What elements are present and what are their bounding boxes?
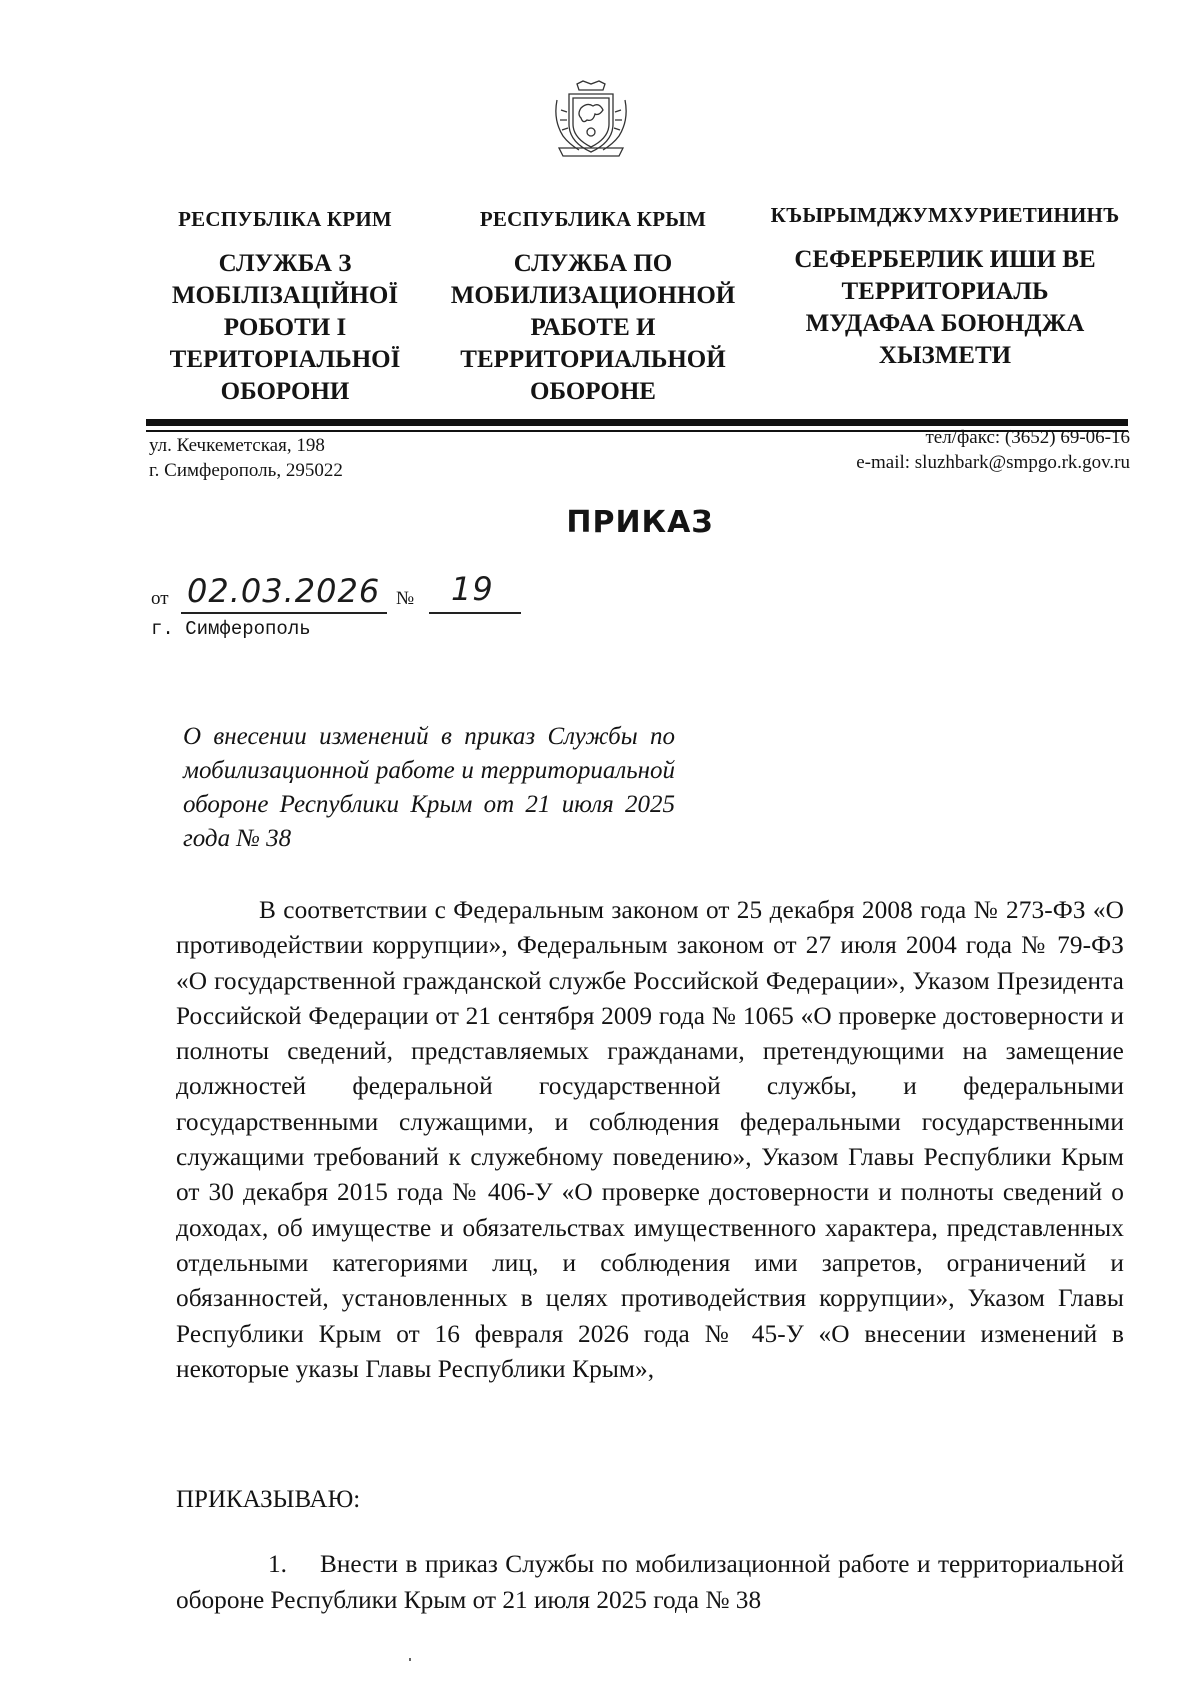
street-address: ул. Кечкеметская, 198 (149, 435, 325, 456)
header-ru (433, 207, 753, 408)
republic-name-ru: РЕСПУБЛИКА КРЫМ (479, 207, 707, 231)
agency-line: ОБОРОНИ (220, 378, 350, 405)
agency-line: ТЕРРИТОРИАЛЬ (841, 278, 1049, 305)
city-zip: г. Симферополь, 295022 (149, 460, 343, 481)
header-crh (760, 203, 1130, 372)
republic-name-crh: КЪЫРЫМДЖУМХУРИЕТИНИНЪ (770, 203, 1120, 227)
agency-line: СЕФЕРБЕРЛИК ИШИ ВЕ (794, 246, 1096, 273)
agency-line: ОБОРОНЕ (530, 378, 656, 405)
document-body (176, 893, 1124, 1387)
agency-name-ua (150, 248, 420, 408)
order-item-1 (176, 1546, 1124, 1618)
document-title: ПРИКАЗ (566, 505, 714, 540)
email-address: e-mail: sluzhbark@smpgo.rk.gov.ru (856, 452, 1130, 473)
order-word: ПРИКАЗЫВАЮ: (176, 1486, 361, 1513)
header-ua (150, 207, 420, 408)
agency-line: МУДАФАА БОЮНДЖА (805, 310, 1085, 337)
agency-line: РОБОТИ І (223, 314, 347, 341)
agency-name-ru (433, 248, 753, 408)
number-label: № (396, 588, 415, 609)
agency-line: МОБІЛІЗАЦІЙНОЇ (171, 282, 399, 309)
item-number: 1. (268, 1550, 287, 1578)
date-underline (181, 612, 387, 614)
contact-info (856, 425, 1130, 475)
agency-line: ТЕРРИТОРИАЛЬНОЙ (460, 346, 726, 373)
date-label: от (151, 588, 169, 609)
handwritten-date: 02.03.2026 (187, 572, 381, 610)
handwritten-number: 19 (451, 570, 494, 608)
postal-address (149, 433, 343, 483)
republic-name-ua: РЕСПУБЛІКА КРИМ (178, 207, 392, 231)
scan-speck (409, 1658, 411, 1661)
number-underline (429, 612, 521, 614)
agency-line: ХЫЗМЕТИ (878, 342, 1012, 369)
date-number-line (151, 566, 571, 616)
agency-line: ТЕРИТОРІАЛЬНОЇ (169, 346, 401, 373)
agency-line: РАБОТЕ И (530, 314, 656, 341)
preamble-paragraph: В соответствии с Федеральным законом от 25 декабря 2008 года № 273-ФЗ «О противодействии коррупции», Федеральным законом от 27 июля 2004 года № 79-ФЗ «О государственной гражданской службе Российской Федерации», Указом Президента Российской Федерации от 21 сентября 2009 года № 1065 «О проверке достоверности и полноты сведений, представляемых гражданами, претендующими на замещение должностей федеральной государственной службы, и федеральными государственными служащими, и соблюдения федеральными государственными служащими требований к служебному поведению», Указом Главы Республики Крым от 30 декабря 2015 года № 406-У «О проверке достоверности и полноты сведений о доходах, об имуществе и обязательствах имущественного характера, представленных отдельными категориями лиц, и соблюдения ими запретов, ограничений и обязанностей, установленных в целях противодействия коррупции», Указом Главы Республики Крым от 16 февраля 2026 года № 45-У «О внесении изменений в некоторые указы Главы Республики Крым», (176, 896, 1124, 1383)
agency-name-crh (760, 244, 1130, 372)
phone-fax: тел/факс: (3652) 69-06-16 (925, 427, 1130, 448)
agency-line: СЛУЖБА ПО (513, 250, 673, 277)
agency-line: МОБИЛИЗАЦИОННОЙ (450, 282, 736, 309)
document-subject: О внесении изменений в приказ Службы по мобилизационной работе и территориальной обороне Республики Крым от 21 июля 2025 года № 38 (183, 723, 675, 852)
item-text: Внести в приказ Службы по мобилизационной работе и территориальной обороне Республики Крым от 21 июля 2025 года № 38 (176, 1550, 1124, 1614)
agency-line: СЛУЖБА З (218, 250, 352, 277)
issue-city: г. Симферополь (151, 618, 311, 640)
coat-of-arms-emblem (549, 80, 633, 160)
